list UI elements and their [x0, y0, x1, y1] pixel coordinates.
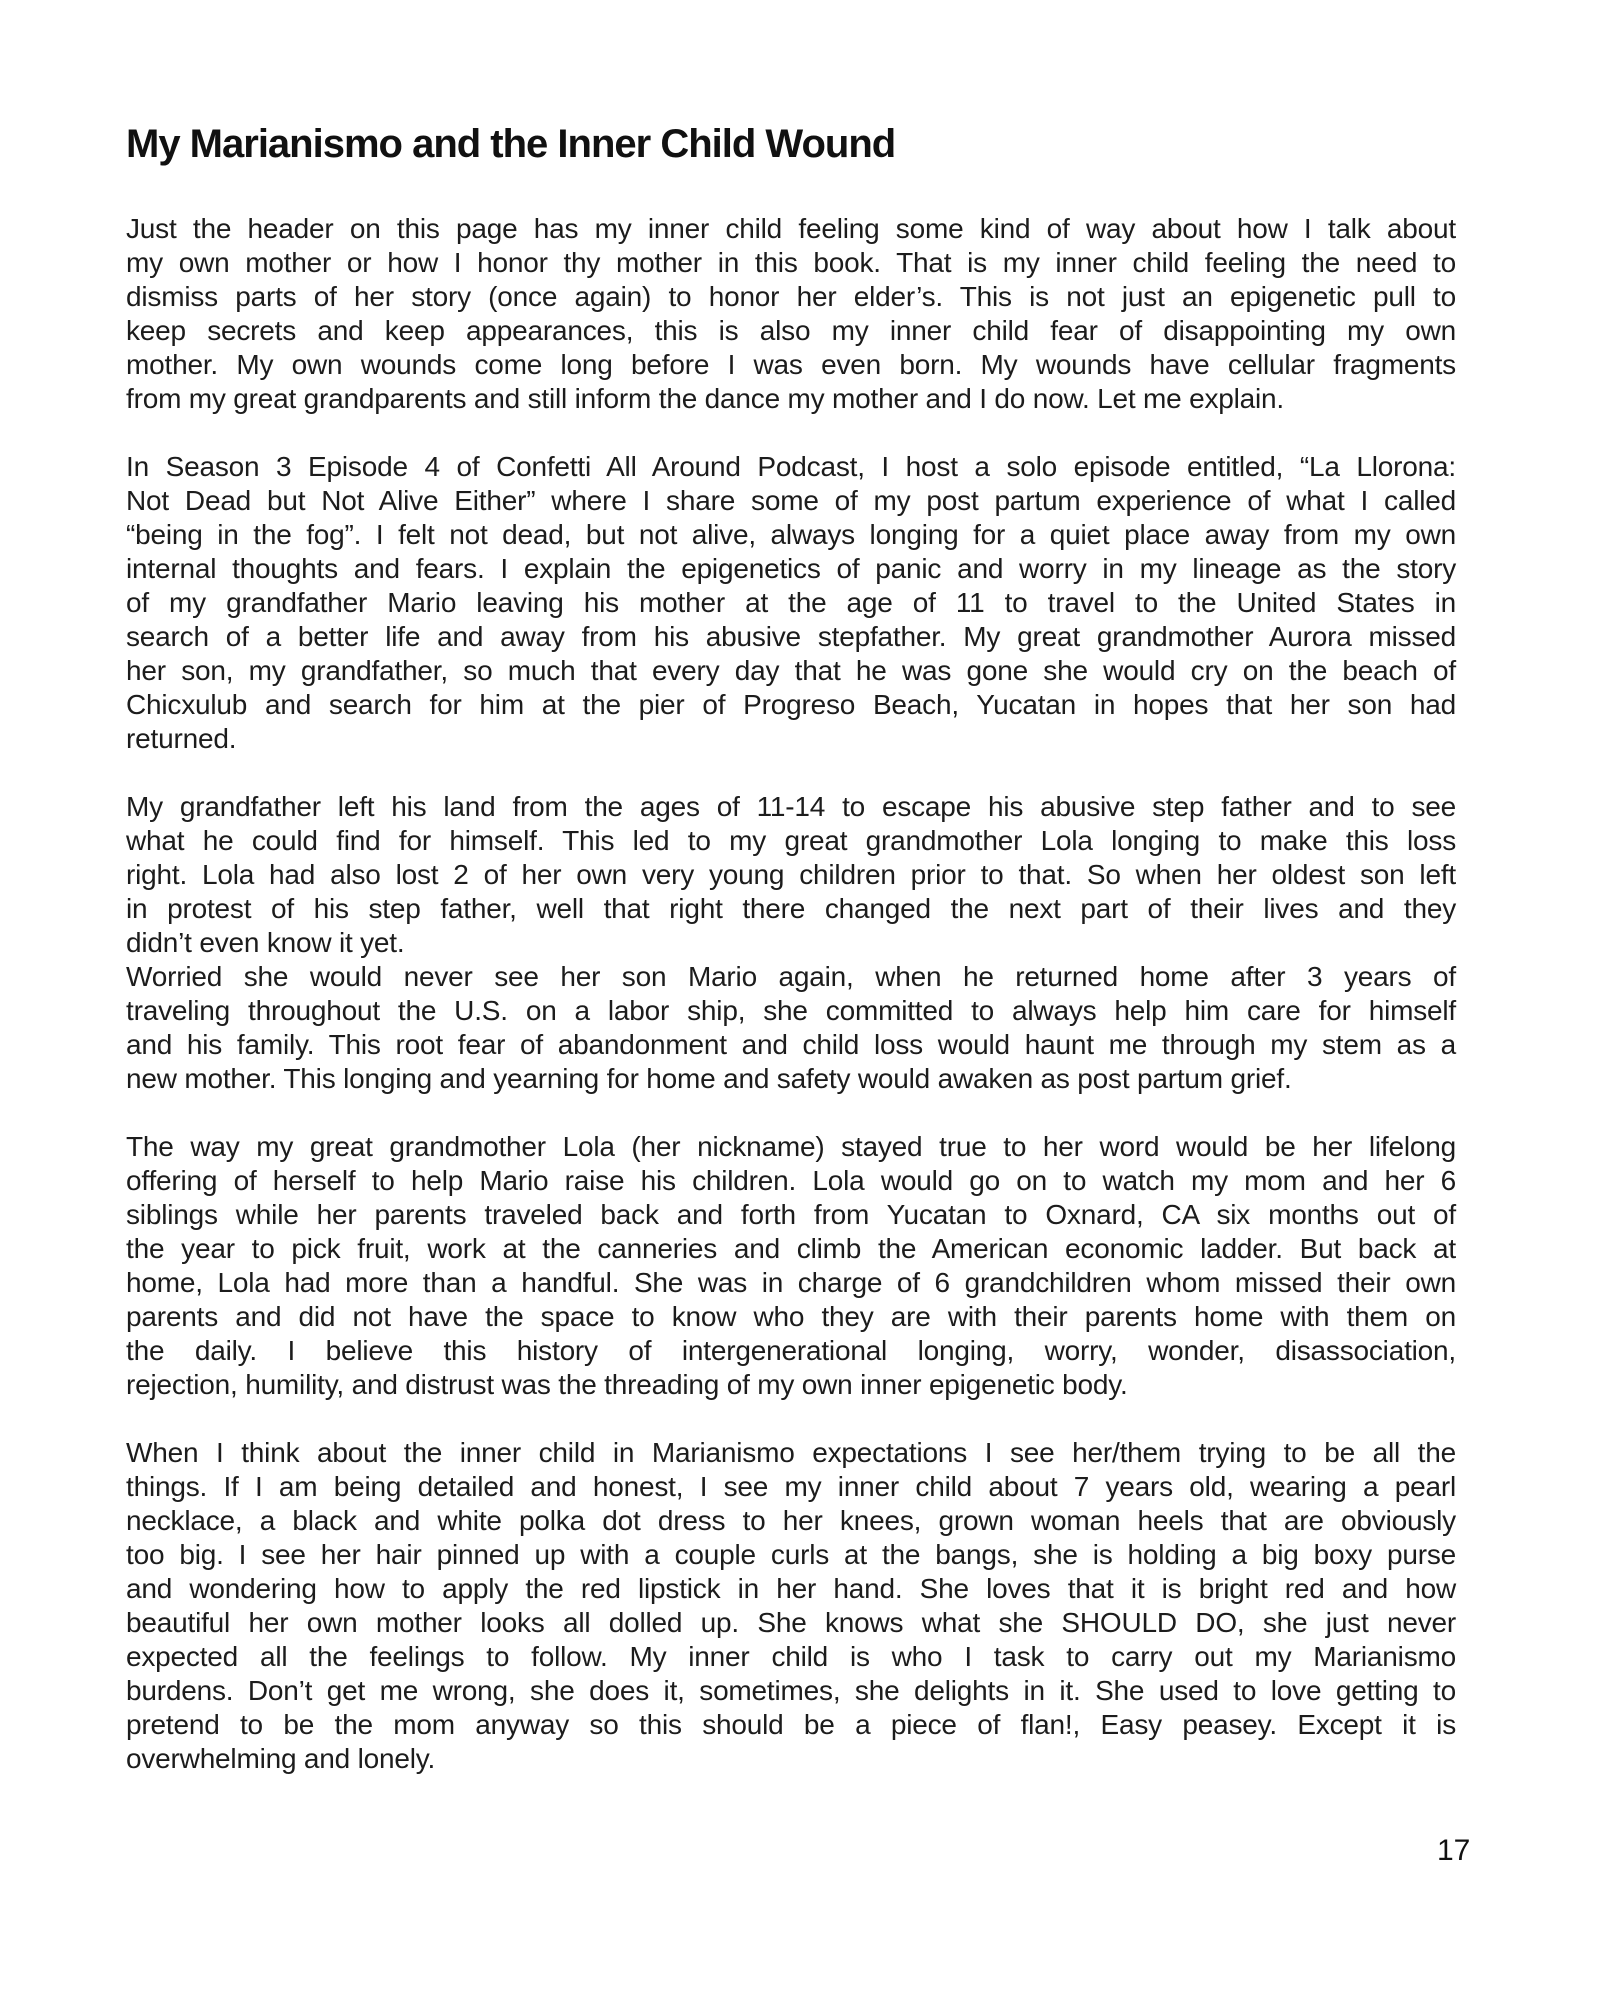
- text-line: Not Dead but Not Alive Either” where I share some of my post partum experience of what I called: [126, 485, 1456, 516]
- body-text: [126, 212, 1456, 1776]
- text-line: beautiful her own mother looks all dolled up. She knows what she SHOULD DO, she just never: [126, 1607, 1456, 1638]
- text-line: “being in the fog”. I felt not dead, but not alive, always longing for a quiet place away from my own: [126, 519, 1456, 550]
- text-line: my own mother or how I honor thy mother in this book. That is my inner child feeling the need to: [126, 247, 1456, 278]
- text-line: didn’t even know it yet.: [126, 927, 405, 958]
- text-line: Just the header on this page has my inner child feeling some kind of way about how I talk about: [126, 213, 1456, 244]
- text-line: overwhelming and lonely.: [126, 1743, 436, 1774]
- page-number: 17: [1437, 1834, 1471, 1867]
- text-line: siblings while her parents traveled back and forth from Yucatan to Oxnard, CA six months out of: [126, 1199, 1456, 1230]
- text-line: from my great grandparents and still inform the dance my mother and I do now. Let me explain.: [126, 383, 1285, 414]
- text-line: her son, my grandfather, so much that every day that he was gone she would cry on the beach of: [126, 655, 1456, 686]
- paragraph: [126, 212, 1456, 416]
- text-line: The way my great grandmother Lola (her nickname) stayed true to her word would be her lifelong: [126, 1131, 1456, 1162]
- text-line: traveling throughout the U.S. on a labor ship, she committed to always help him care for himself: [126, 995, 1456, 1026]
- text-line: internal thoughts and fears. I explain the epigenetics of panic and worry in my lineage as the story: [126, 553, 1456, 584]
- text-line: mother. My own wounds come long before I was even born. My wounds have cellular fragments: [126, 349, 1456, 380]
- text-line: what he could find for himself. This led to my great grandmother Lola longing to make this loss: [126, 825, 1456, 856]
- page-title: My Marianismo and the Inner Child Wound: [126, 122, 896, 166]
- text-line: of my grandfather Mario leaving his mother at the age of 11 to travel to the United States in: [126, 587, 1456, 618]
- text-line: Worried she would never see her son Mario again, when he returned home after 3 years of: [126, 961, 1456, 992]
- text-line: too big. I see her hair pinned up with a couple curls at the bangs, she is holding a big boxy purse: [126, 1539, 1456, 1570]
- paragraph: [126, 1130, 1456, 1402]
- text-line: offering of herself to help Mario raise his children. Lola would go on to watch my mom and her 6: [126, 1165, 1456, 1196]
- text-line: My grandfather left his land from the ages of 11-14 to escape his abusive step father and to see: [126, 791, 1456, 822]
- text-line: and his family. This root fear of abandonment and child loss would haunt me through my stem as a: [126, 1029, 1456, 1060]
- paragraph: [126, 450, 1456, 756]
- text-line: new mother. This longing and yearning for home and safety would awaken as post partum grief.: [126, 1063, 1292, 1094]
- text-line: In Season 3 Episode 4 of Confetti All Around Podcast, I host a solo episode entitled, “La Llorona:: [126, 451, 1456, 482]
- page-content: [126, 122, 1456, 1810]
- text-line: in protest of his step father, well that right there changed the next part of their lives and they: [126, 893, 1456, 924]
- text-line: parents and did not have the space to know who they are with their parents home with them on: [126, 1301, 1456, 1332]
- text-line: dismiss parts of her story (once again) to honor her elder’s. This is not just an epigenetic pull to: [126, 281, 1456, 312]
- text-line: home, Lola had more than a handful. She was in charge of 6 grandchildren whom missed their own: [126, 1267, 1456, 1298]
- paragraph: [126, 1436, 1456, 1776]
- text-line: rejection, humility, and distrust was the threading of my own inner epigenetic body.: [126, 1369, 1128, 1400]
- text-line: Chicxulub and search for him at the pier of Progreso Beach, Yucatan in hopes that her son had: [126, 689, 1456, 720]
- text-line: necklace, a black and white polka dot dress to her knees, grown woman heels that are obviously: [126, 1505, 1456, 1536]
- text-line: things. If I am being detailed and honest, I see my inner child about 7 years old, wearing a pearl: [126, 1471, 1456, 1502]
- text-line: the year to pick fruit, work at the canneries and climb the American economic ladder. But back at: [126, 1233, 1456, 1264]
- paragraph: [126, 790, 1456, 960]
- paragraph: [126, 960, 1456, 1096]
- text-line: and wondering how to apply the red lipstick in her hand. She loves that it is bright red and how: [126, 1573, 1456, 1604]
- text-line: right. Lola had also lost 2 of her own very young children prior to that. So when her oldest son left: [126, 859, 1456, 890]
- text-line: search of a better life and away from his abusive stepfather. My great grandmother Aurora missed: [126, 621, 1456, 652]
- text-line: When I think about the inner child in Marianismo expectations I see her/them trying to be all the: [126, 1437, 1456, 1468]
- text-line: burdens. Don’t get me wrong, she does it, sometimes, she delights in it. She used to love getting to: [126, 1675, 1456, 1706]
- text-line: pretend to be the mom anyway so this should be a piece of flan!, Easy peasey. Except it is: [126, 1709, 1456, 1740]
- text-line: returned.: [126, 723, 237, 754]
- text-line: keep secrets and keep appearances, this is also my inner child fear of disappointing my own: [126, 315, 1456, 346]
- text-line: expected all the feelings to follow. My inner child is who I task to carry out my Marianismo: [126, 1641, 1456, 1672]
- text-line: the daily. I believe this history of intergenerational longing, worry, wonder, disassociation,: [126, 1335, 1456, 1366]
